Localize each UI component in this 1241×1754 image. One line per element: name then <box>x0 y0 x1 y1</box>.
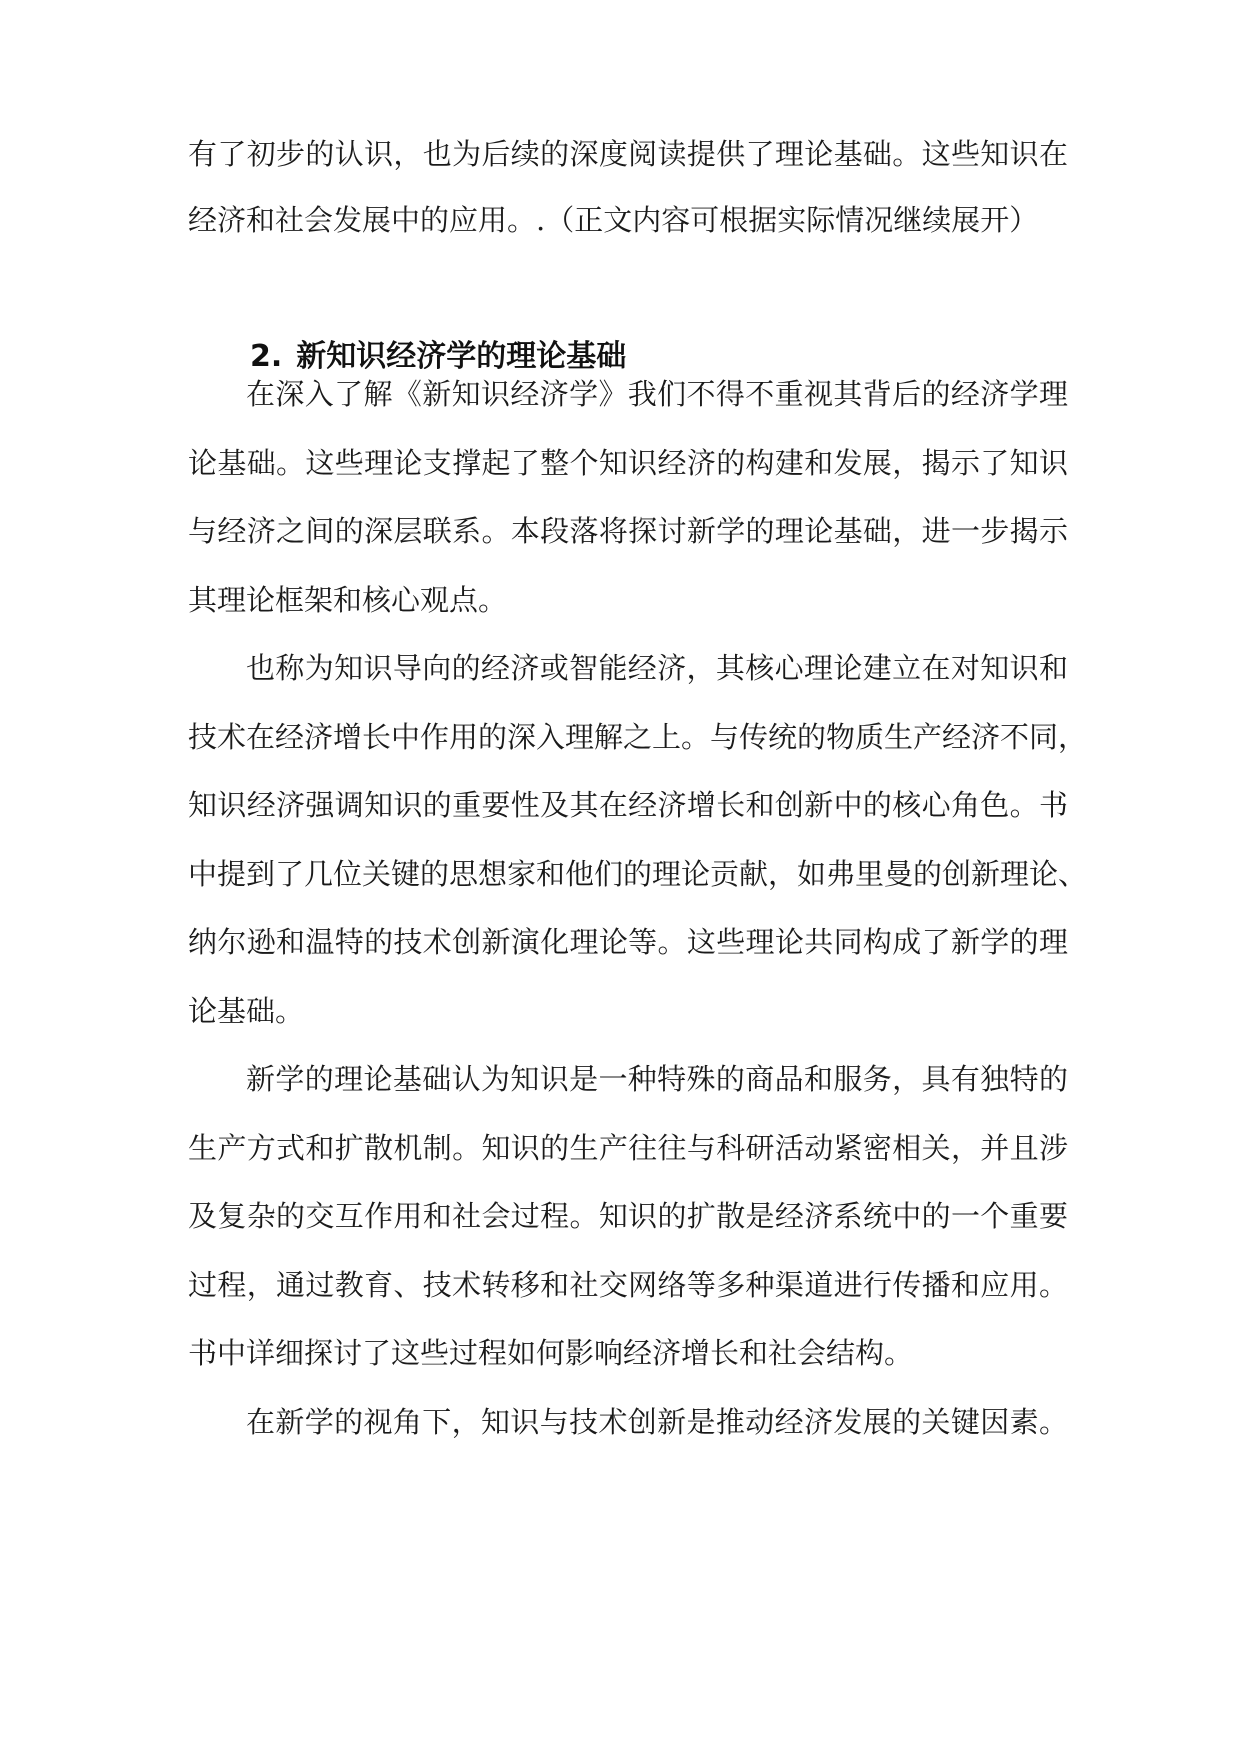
paragraph-2-line-3: 知识经济强调知识的重要性及其在经济增长和创新中的核心角色。书 <box>188 788 1068 822</box>
paragraph-3-line-2: 生产方式和扩散机制。知识的生产往往与科研活动紧密相关，并且涉 <box>188 1131 1068 1165</box>
section-number: 2. <box>250 339 283 374</box>
paragraph-2-line-5: 纳尔逊和温特的技术创新演化理论等。这些理论共同构成了新学的理 <box>188 925 1068 959</box>
paragraph-3-line-4: 过程，通过教育、技术转移和社交网络等多种渠道进行传播和应用。 <box>188 1268 1068 1302</box>
paragraph-3-line-3: 及复杂的交互作用和社会过程。知识的扩散是经济系统中的一个重要 <box>188 1199 1068 1233</box>
section-title: 新知识经济学的理论基础 <box>296 339 627 374</box>
paragraph-3-line-5: 书中详细探讨了这些过程如何影响经济增长和社会结构。 <box>188 1336 914 1370</box>
paragraph-2-line-2: 技术在经济增长中作用的深入理解之上。与传统的物质生产经济不同， <box>188 720 1088 754</box>
section-heading <box>250 336 626 378</box>
paragraph-3-line-1: 新学的理论基础认为知识是一种特殊的商品和服务，具有独特的 <box>246 1062 1068 1096</box>
text-line: 有了初步的认识，也为后续的深度阅读提供了理论基础。这些知识在 <box>188 137 1068 171</box>
text-line: 经济和社会发展中的应用。.（正文内容可根据实际情况继续展开） <box>188 203 1039 237</box>
paragraph-1-line-4: 其理论框架和核心观点。 <box>188 583 508 617</box>
paragraph-1-line-3: 与经济之间的深层联系。本段落将探讨新学的理论基础，进一步揭示 <box>188 514 1068 548</box>
paragraph-1-line-1: 在深入了解《新知识经济学》我们不得不重视其背后的经济学理 <box>246 377 1068 411</box>
paragraph-2-line-6: 论基础。 <box>188 994 305 1028</box>
paragraph-2-line-1: 也称为知识导向的经济或智能经济，其核心理论建立在对知识和 <box>246 651 1068 685</box>
paragraph-4-line-1: 在新学的视角下，知识与技术创新是推动经济发展的关键因素。 <box>246 1405 1068 1439</box>
paragraph-2-line-4: 中提到了几位关键的思想家和他们的理论贡献，如弗里曼的创新理论、 <box>188 857 1088 891</box>
paragraph-1-line-2: 论基础。这些理论支撑起了整个知识经济的构建和发展，揭示了知识 <box>188 446 1068 480</box>
